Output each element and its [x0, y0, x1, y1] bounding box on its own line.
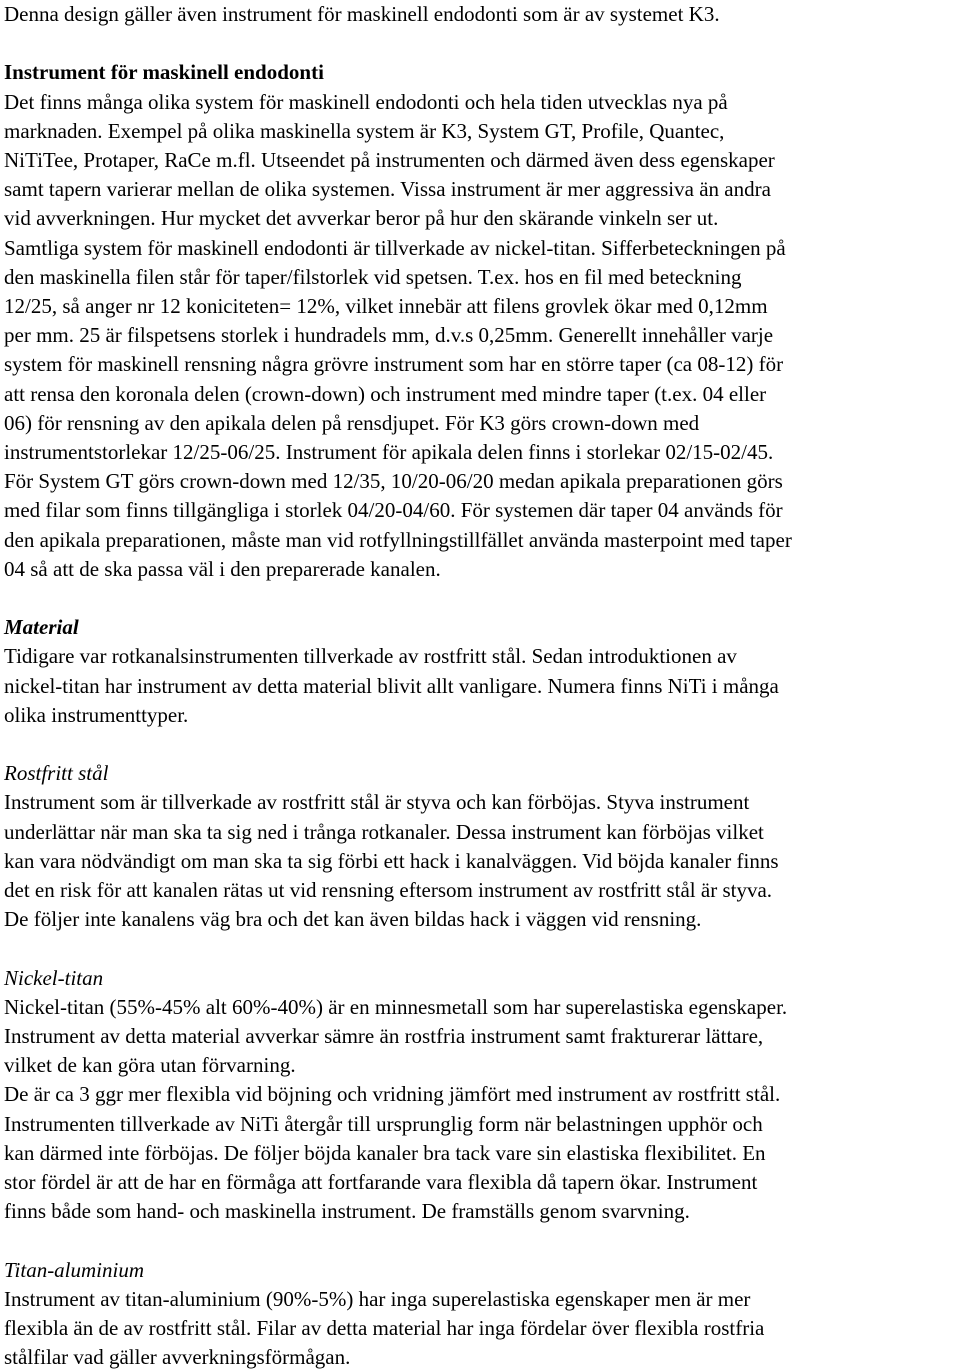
- section-heading-nickel: Nickel-titan: [4, 965, 104, 990]
- section-body-material: Tidigare var rotkanalsinstrumenten tillverkade av rostfritt stål. Sedan introduktionen av nickel-titan har instrument av detta material blivit allt vanligare. Numera finns NiTi i många olika instrumenttyper.: [4, 644, 779, 727]
- paragraph-spacer: [4, 584, 954, 613]
- section-nickel-titan: [4, 964, 954, 1227]
- section-material: [4, 613, 954, 730]
- section-heading-rostfritt: Rostfritt stål: [4, 761, 109, 786]
- section-heading-material: Material: [4, 615, 79, 640]
- paragraph-spacer: [4, 934, 954, 963]
- section-titan-aluminium: [4, 1256, 954, 1372]
- section-heading-titan: Titan-aluminium: [4, 1257, 145, 1282]
- section-rostfritt-stal: [4, 759, 954, 934]
- section-maskinell-endodonti: [4, 58, 954, 584]
- paragraph-spacer: [4, 730, 954, 759]
- section-body-nickel: Nickel-titan (55%-45% alt 60%-40%) är en minnesmetall som har superelastiska egenskaper. Instrument av detta material avverkar sämre än rostfria instrument samt frakturerar lättare, vilket de kan göra utan förvarning. De är ca 3 ggr mer flexibla vid böjning och vridning jämfört med instrument av rostfritt stål. Instrumenten tillverkade av NiTi återgår till ursprunglig form när belastningen upphör och kan därmed inte förböjas. De följer böjda kanaler bra tack vare sin elastiska flexibilitet. En stor fördel är att de har en förmåga att fortfarande vara flexibla då tapern ökar. Instrument finns både som hand- och maskinella instrument. De framställs genom svarvning.: [4, 994, 788, 1224]
- section-body-titan: Instrument av titan-aluminium (90%-5%) har inga superelastiska egenskaper men är mer flexibla än de av rostfritt stål. Filar av detta material har inga fördelar över flexibla rostfria stålfilar vad gäller avverkningsförmågan.: [4, 1286, 765, 1370]
- document-page: [4, 0, 954, 1372]
- paragraph-spacer: [4, 29, 954, 58]
- section-heading-maskinell: Instrument för maskinell endodonti: [4, 60, 324, 85]
- section-body-maskinell: Det finns många olika system för maskinell endodonti och hela tiden utvecklas nya på marknaden. Exempel på olika maskinella system är K3, System GT, Profile, Quantec, NiTiTee, Protaper, RaCe m.fl. Utseendet på instrumenten och därmed även dess egenskaper samt tapern varierar mellan de olika systemen. Vissa instrument är mer aggressiva än andra vid avverkningen. Hur mycket det avverkar beror på hur den skärande vinkeln ser ut. Samtliga system för maskinell endodonti är tillverkade av nickel-titan. Sifferbeteckningen på den maskinella filen står för taper/filstorlek vid spetsen. T.ex. hos en fil med beteckning 12/25, så anger nr 12 koniciteten= 12%, vilket innebär att filens grovlek ökar med 0,12mm per mm. 25 är filspetsens storlek i hundradels mm, d.v.s 0,25mm. Generellt innehåller varje system för maskinell rensning några grövre instrument som har en större taper (ca 08-12) för att rensa den koronala delen (crown-down) och instrument med mindre taper (t.ex. 04 eller 06) för rensning av den apikala delen på rensdjupet. För K3 görs crown-down med instrumentstorlekar 12/25-06/25. Instrument för apikala delen finns i storlekar 02/15-02/45. För System GT görs crown-down med 12/35, 10/20-06/20 medan apikala preparationen görs med filar som finns tillgängliga i storlek 04/20-04/60. För systemen där taper 04 används för den apikala preparationen, måste man vid rotfyllningstillfället använda masterpoint med taper 04 så att de ska passa väl i den preparerade kanalen.: [4, 89, 792, 581]
- section-body-rostfritt: Instrument som är tillverkade av rostfritt stål är styva och kan förböjas. Styva instrument underlättar när man ska ta sig ned i trånga rotkanaler. Dessa instrument kan förböjas vilket kan vara nödvändigt om man ska ta sig förbi ett hack i kanalväggen. Vid böjda kanaler finns det en risk för att kanalen rätas ut vid rensning eftersom instrument av rostfritt stål är styva. De följer inte kanalens väg bra och det kan även bildas hack i väggen vid rensning.: [4, 790, 779, 932]
- intro-paragraph: Denna design gäller även instrument för maskinell endodonti som är av systemet K3.: [4, 2, 720, 26]
- paragraph-spacer: [4, 1226, 954, 1255]
